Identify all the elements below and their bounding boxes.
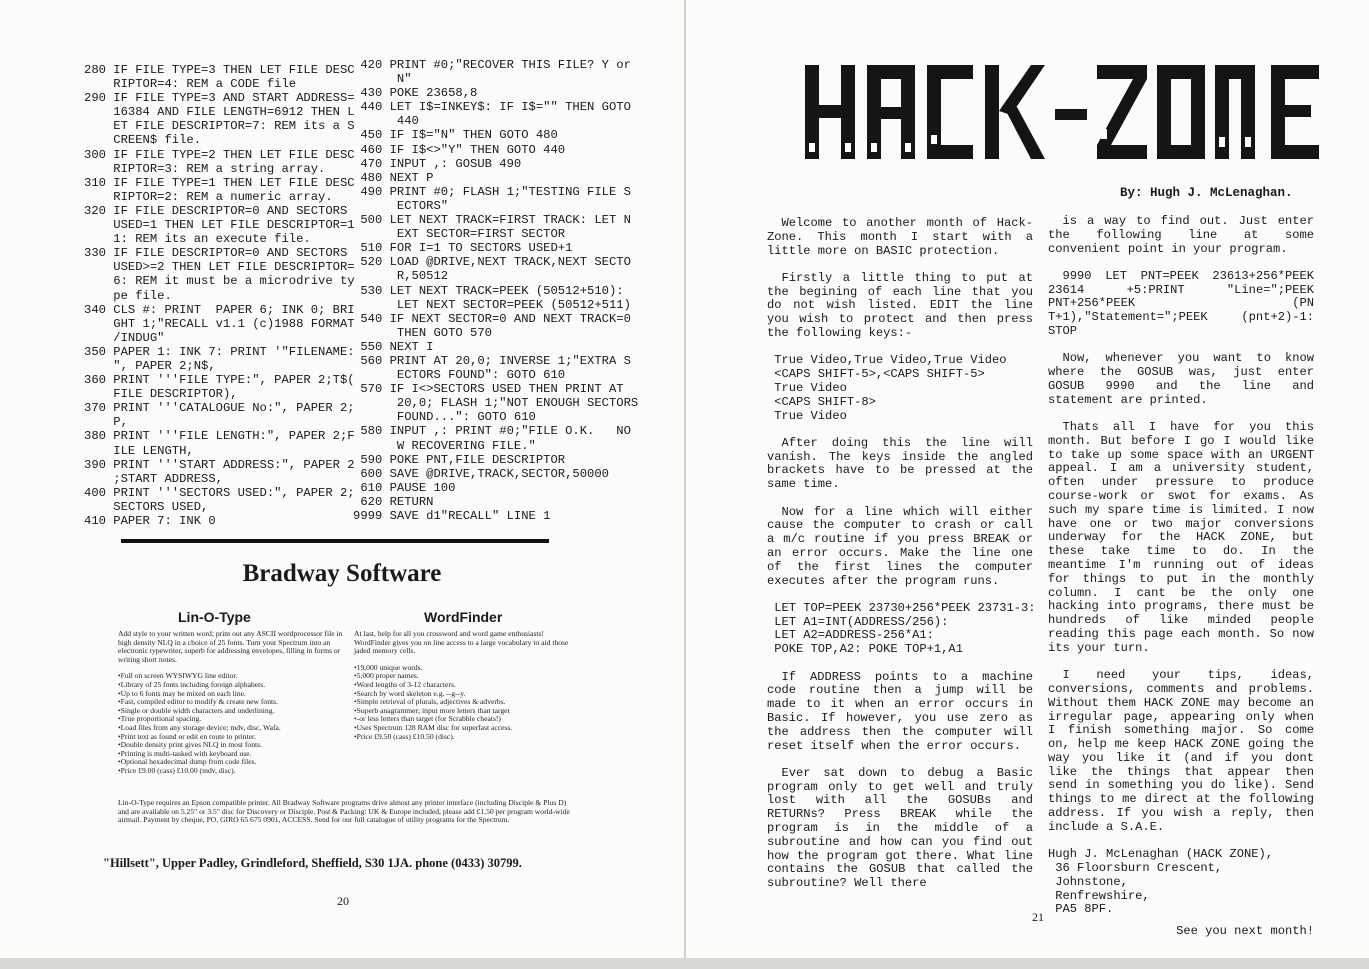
code-line: 370 PRINT '''CATALOGUE No:", PAPER 2; xyxy=(84,401,355,416)
code-line: 380 PRINT '''FILE LENGTH:", PAPER 2;F xyxy=(84,429,355,444)
hack-zone-logo-e xyxy=(1271,57,1321,161)
code-line: 530 LET NEXT TRACK=PEEK (50512+510): xyxy=(353,283,624,298)
code-block: LET TOP=PEEK 23730+256*PEEK 23731-3: LET A1=INT(ADDRESS/256): LET A2=ADDRESS-256*A1: POKE TOP,A2: POKE TOP+1,A1 xyxy=(774,600,1036,657)
code-line: 610 PAUSE 100 xyxy=(353,480,456,495)
feature-item: • -or less letters than target (for Scrabble cheats!) xyxy=(354,715,572,724)
feature-item: • Single or double width characters and underlining. xyxy=(118,707,343,716)
code-line: 470 INPUT ,: GOSUB 490 xyxy=(353,156,522,171)
advert-address: "Hillsett", Upper Padley, Grindleford, Sheffield, S30 1JA. phone (0433) 30799. xyxy=(103,856,522,870)
hack-zone-logo xyxy=(805,57,1267,161)
feature-item: • Price £9.50 (cass) £10.50 (disc). xyxy=(354,733,572,742)
paragraph: I need your tips, ideas, conversions, comments and problems. Without them HACK ZONE may become an irregular page, appearing only when I finish something major. So come on, help me keep HACK ZONE going the way you like it (and if you dont like the things that appear then send in something you do like). Send things to me direct at the following address. If you wish a reply, then include a S.A.E. xyxy=(1048,668,1314,834)
code-line: RIPTOR=2: REM a numeric array. xyxy=(84,189,333,204)
feature-item: • 5,000 proper names. xyxy=(354,672,572,681)
feature-item: • Uses Spectrum 128 RAM disc for superfast access. xyxy=(354,724,572,733)
code-line: ECTORS FOUND": GOTO 610 xyxy=(353,368,566,383)
byline: By: Hugh J. McLenaghan. xyxy=(1120,186,1293,200)
feature-item: • Price £9.00 (cass) £10.00 (mdv, disc). xyxy=(118,767,343,776)
paragraph: If ADDRESS points to a machine code routine then a jump will be made to it when an error occurs in Basic. If however, you use zero as the address then the computer will reset itself when the error occurs. xyxy=(767,669,1033,753)
feature-item: • Simple retrieval of plurals, adjectives & adverbs. xyxy=(354,698,572,707)
code-line: 420 PRINT #0;"RECOVER THIS FILE? Y or xyxy=(353,58,631,72)
code-line: 500 LET NEXT TRACK=FIRST TRACK: LET N xyxy=(353,213,631,228)
code-line: RIPTOR=4: REM a CODE file xyxy=(84,77,297,92)
code-line: P, xyxy=(84,415,128,430)
product-title-wordfinder: WordFinder xyxy=(424,609,503,625)
code-line: 490 PRINT #0; FLASH 1;"TESTING FILE S xyxy=(353,184,631,199)
feature-item: • Double density print gives NLQ in most fonts. xyxy=(118,741,343,750)
feature-item: • Load files from any storage device; mdv, disc, Wafa. xyxy=(118,724,343,733)
feature-item: • 19,000 unique words. xyxy=(354,664,572,673)
product-description-wordfinder xyxy=(354,630,572,741)
code-block: True Video,True Video,True Video <CAPS SHIFT-5>,<CAPS SHIFT-5> True Video <CAPS SHIFT-8> True Video xyxy=(774,353,1007,423)
code-line: 340 CLS #: PRINT PAPER 6; INK 0; BRI xyxy=(84,302,355,317)
code-line: 520 LOAD @DRIVE,NEXT TRACK,NEXT SECTO xyxy=(353,255,631,270)
paragraph: Ever sat down to debug a Basic program only to get well and truly lost with all the GOSUBs and RETURNs? Press BREAK while the program is in the middle of a subroutine and how can you find out how the program got there. What line contains the GOSUB that called the subroutine? Well there xyxy=(767,765,1033,891)
basic-listing-column-2 xyxy=(353,58,638,523)
advert-company-name: Bradway Software xyxy=(242,560,442,587)
code-line: 570 IF I<>SECTORS USED THEN PRINT AT xyxy=(353,382,624,397)
code-line: 560 PRINT AT 20,0; INVERSE 1;"EXTRA S xyxy=(353,353,631,368)
code-line: GHT 1;"RECALL v1.1 (c)1988 FORMAT xyxy=(84,316,355,331)
code-line: 600 SAVE @DRIVE,TRACK,SECTOR,50000 xyxy=(353,466,609,481)
feature-item: • Optional hexadecimal dump from code files. xyxy=(118,758,343,767)
code-line: ", PAPER 2;N$, xyxy=(84,358,216,373)
code-line: ET FILE DESCRIPTOR=7: REM its a S xyxy=(84,119,355,134)
code-line: 16384 AND FILE LENGTH=6912 THEN L xyxy=(84,105,355,120)
paragraph: 9990 LET PNT=PEEK 23613+256*PEEK 23614 +5:PRINT "Line=";PEEK PNT+256*PEEK (PN T+1),"Statement=";PEEK (pnt+2)-1: STOP xyxy=(1048,268,1314,339)
code-line: 6: REM it must be a microdrive ty xyxy=(84,274,355,289)
code-line: 450 IF I$="N" THEN GOTO 480 xyxy=(353,128,558,143)
code-line: 510 FOR I=1 TO SECTORS USED+1 xyxy=(353,241,573,256)
code-line: THEN GOTO 570 xyxy=(353,325,492,340)
code-line: ;START ADDRESS, xyxy=(84,471,223,486)
product-title-lin-o-type: Lin-O-Type xyxy=(178,609,251,625)
feature-item: • Word lengths of 3-12 characters. xyxy=(354,681,572,690)
article-column-1 xyxy=(767,216,1036,904)
code-line: 1: REM its an execute file. xyxy=(84,232,311,247)
code-line: 590 POKE PNT,FILE DESCRIPTOR xyxy=(353,452,566,467)
paragraph: Thats all I have for you this month. But before I go I would like to take up some space with an URGENT appeal. I am a university student, often under pressure to produce course-work or swot for exams. As such my spare time is limited. I now have one or two major conversions underway for the HACK ZONE, but these take time to do. In the meantime I'm running out of ideas for things to put in the monthly column. I cant be the only one hacking into programs, there must be hundreds of like minded people reading this page each month. So now its your turn. xyxy=(1048,420,1314,655)
code-line: 440 xyxy=(353,114,419,129)
code-line: ILE LENGTH, xyxy=(84,443,194,458)
code-line: 440 LET I$=INKEY$: IF I$="" THEN GOTO xyxy=(353,100,631,115)
divider-rule xyxy=(121,539,549,543)
feature-item: • Library of 25 fonts including foreign alphabets. xyxy=(118,681,343,690)
code-block: Hugh J. McLenaghan (HACK ZONE), 36 Floorsburn Crescent, Johnstone, Renfrewshire, PA5 8PF. xyxy=(1048,847,1273,917)
paragraph: Now, whenever you want to know where the GOSUB was, just enter GOSUB 9990 and the line and statement are printed. xyxy=(1048,351,1314,407)
product-intro: At last, help for all you crossword and word game enthusiasts! WordFinder gives you on line access to a large vocabulary to aid those jaded memory cells. xyxy=(354,629,569,656)
code-line: 430 POKE 23658,8 xyxy=(353,86,478,101)
page-number: 20 xyxy=(337,894,349,908)
code-line: FOUND...": GOTO 610 xyxy=(353,410,536,425)
code-line: 400 PRINT '''SECTORS USED:", PAPER 2; xyxy=(84,485,355,500)
code-line: USED=1 THEN LET FILE DESCRIPTOR=1 xyxy=(84,218,355,233)
code-line: 330 IF FILE DESCRIPTOR=0 AND SECTORS xyxy=(84,246,348,261)
code-line: EXT SECTOR=FIRST SECTOR xyxy=(353,227,566,242)
code-line: 550 NEXT I xyxy=(353,339,434,354)
feature-item: • True proportional spacing. xyxy=(118,715,343,724)
feature-item: • Print text as found or edit en route to printer. xyxy=(118,733,343,742)
code-line: CREEN$ file. xyxy=(84,133,202,148)
paragraph: is a way to find out. Just enter the following line at some convenient point in your program. xyxy=(1048,214,1314,256)
code-line: /INDUG" xyxy=(84,330,165,345)
feature-item: • Fast, compiled editor to modify & create new fonts. xyxy=(118,698,343,707)
code-line: R,50512 xyxy=(353,269,449,284)
code-line: SECTORS USED, xyxy=(84,499,209,514)
code-line: N" xyxy=(353,72,412,87)
feature-item: • Up to 6 fonts may be mixed on each line. xyxy=(118,690,343,699)
feature-item: • Printing is multi-tasked with keyboard use. xyxy=(118,750,343,759)
code-line: 290 IF FILE TYPE=3 AND START ADDRESS= xyxy=(84,91,355,106)
code-line: 350 PAPER 1: INK 7: PRINT '"FILENAME: xyxy=(84,344,355,359)
paragraph: After doing this the line will vanish. The keys inside the angled brackets have to be pressed at the same time. xyxy=(767,435,1033,492)
article-column-2 xyxy=(1048,215,1314,952)
code-line: 540 IF NEXT SECTOR=0 AND NEXT TRACK=0 xyxy=(353,311,631,326)
code-line: USED>=2 THEN LET FILE DESCRIPTOR= xyxy=(84,260,355,275)
right-page xyxy=(686,0,1369,969)
code-line: RIPTOR=3: REM a string array. xyxy=(84,161,326,176)
code-line: 9999 SAVE d1"RECALL" LINE 1 xyxy=(353,509,551,523)
paragraph: Firstly a little thing to put at the begining of each line that you do not wish listed. EDIT the line you wish to protect and then press the following keys:- xyxy=(767,270,1033,341)
code-line: 480 NEXT P xyxy=(353,170,434,185)
product-description-lin-o-type xyxy=(118,630,343,776)
left-page xyxy=(0,0,684,969)
code-line: LET NEXT SECTOR=PEEK (50512+511) xyxy=(353,297,631,312)
page-bottom-edge xyxy=(0,958,1369,969)
paragraph: Now for a line which will either cause the computer to crash or call a m/c routine if you press BREAK or an error occurs. Make the line one of the first lines the computer executes after the program runs. xyxy=(767,504,1033,588)
code-line: 20,0; FLASH 1;"NOT ENOUGH SECTORS xyxy=(353,396,639,411)
code-line: ECTORS" xyxy=(353,198,449,213)
code-line: pe file. xyxy=(84,288,172,303)
code-line: 410 PAPER 7: INK 0 xyxy=(84,514,216,528)
product-intro: Add style to your written word; print out any ASCII wordprocessor file in high density NLQ in a choice of 25 fonts. Turn your Spectrum into an electronic typewriter, superb for addressing envelopes, filling in forms or writing short notes. xyxy=(118,629,343,664)
paragraph: Welcome to another month of Hack-Zone. This month I start with a little more on BASIC protection. xyxy=(767,216,1033,258)
code-line: 310 IF FILE TYPE=1 THEN LET FILE DESC xyxy=(84,175,355,190)
code-line: 280 IF FILE TYPE=3 THEN LET FILE DESC xyxy=(84,63,355,77)
code-line: FILE DESCRIPTOR), xyxy=(84,387,238,402)
basic-listing-column-1 xyxy=(84,63,355,528)
code-line: 460 IF I$<>"Y" THEN GOTO 440 xyxy=(353,142,566,157)
code-line: 620 RETURN xyxy=(353,494,434,509)
feature-item: • Full on screen WYSIWYG line editor. xyxy=(118,672,343,681)
feature-list xyxy=(354,664,572,741)
code-line: 300 IF FILE TYPE=2 THEN LET FILE DESC xyxy=(84,147,355,162)
feature-item: • Search by word skeleton e.g. --g--y. xyxy=(354,690,572,699)
code-line: W RECOVERING FILE." xyxy=(353,438,536,453)
code-line: 390 PRINT '''START ADDRESS:", PAPER 2 xyxy=(84,457,355,472)
sign-off: See you next month! xyxy=(1176,923,1314,938)
feature-list xyxy=(118,672,343,775)
code-line: 580 INPUT ,: PRINT #0;"FILE O.K. NO xyxy=(353,424,631,439)
code-line: 360 PRINT '''FILE TYPE:", PAPER 2;T$( xyxy=(84,373,355,388)
advert-terms: Lin-O-Type requires an Epson compatible printer. All Bradway Software programs drive almost any printer interface (including Disciple & Plus D) and are available on 5.25" or 3.5" disc for Discovery or Disciple. Post & Packing: UK & Europe included, please add £1.50 per program world-wide airmail. Payment by cheque, PO, GIRO 65 675 0901, ACCESS. Send for our full catalogue of utility programs for the Spectrum. xyxy=(118,798,570,825)
code-line: 320 IF FILE DESCRIPTOR=0 AND SECTORS xyxy=(84,203,348,218)
feature-item: • Superb anagrammer; input more letters than target xyxy=(354,707,572,716)
page-number: 21 xyxy=(1032,910,1044,924)
